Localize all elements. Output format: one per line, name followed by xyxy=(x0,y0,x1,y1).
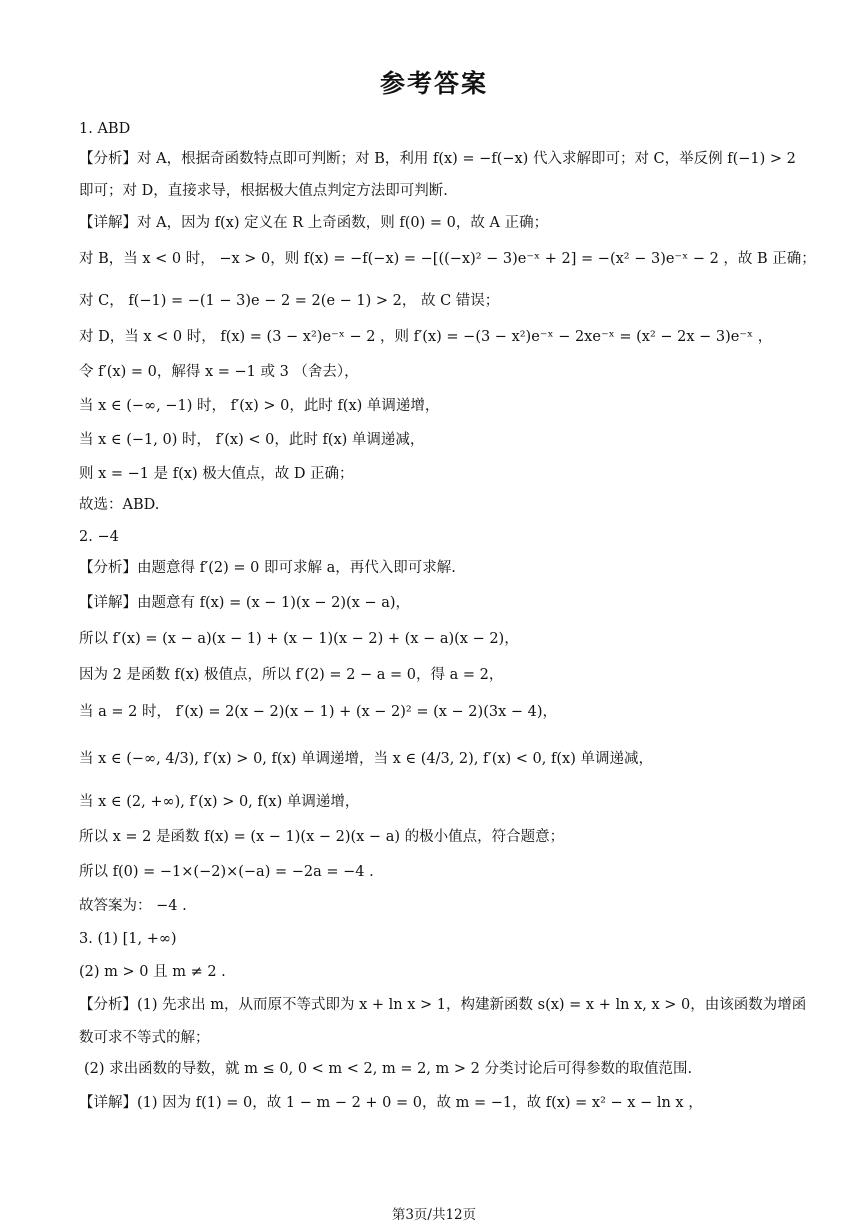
answer-2-detail-6: 当 x ∈ (2, +∞), f′(x) > 0, f(x) 单调递增， xyxy=(79,794,360,810)
answer-1-detail-d-5: 则 x = −1 是 f(x) 极大值点，故 D 正确； xyxy=(79,466,354,482)
page-title: 参考答案 xyxy=(379,69,488,98)
answer-2-detail-3: 因为 2 是函数 f(x) 极值点，所以 f′(2) = 2 − a = 0，得 a = 2， xyxy=(79,667,504,683)
answer-1-conclusion: 故选：ABD. xyxy=(79,497,160,513)
answer-1-detail-d: 对 D，当 x < 0 时， f(x) = (3 − x²)e⁻ˣ − 2 ，则 f′(x) = −(3 − x²)e⁻ˣ − 2xe⁻ˣ = (x² − 2x − 3)e⁻ˣ ， xyxy=(79,329,773,345)
answer-1-detail-d-4: 当 x ∈ (−1, 0) 时， f′(x) < 0，此时 f(x) 单调递减， xyxy=(79,432,425,448)
answer-2-heading: 2. −4 xyxy=(79,529,119,545)
answer-2-detail-2: 所以 f′(x) = (x − a)(x − 1) + (x − 1)(x − 2) + (x − a)(x − 2)， xyxy=(79,631,519,647)
answer-2-analysis: 【分析】由题意得 f′(2) = 0 即可求解 a，再代入即可求解. xyxy=(79,560,456,576)
answer-1-detail-d-2: 令 f′(x) = 0，解得 x = −1 或 3 （舍去）， xyxy=(79,364,359,380)
answer-2-detail-1: 【详解】由题意有 f(x) = (x − 1)(x − 2)(x − a)， xyxy=(79,595,411,611)
answer-2-detail-5: 当 x ∈ (−∞, 4/3), f′(x) > 0, f(x) 单调递增，当 x ∈ (4/3, 2), f′(x) < 0, f(x) 单调递减， xyxy=(79,751,653,767)
answer-1-detail-d-3: 当 x ∈ (−∞, −1) 时， f′(x) > 0，此时 f(x) 单调递增， xyxy=(79,398,440,414)
answer-2-conclusion: 故答案为： −4 . xyxy=(79,898,187,914)
answer-2-detail-8: 所以 f(0) = −1×(−2)×(−a) = −2a = −4 . xyxy=(79,864,374,880)
answer-1-detail-a: 【详解】对 A，因为 f(x) 定义在 R 上奇函数，则 f(0) = 0，故 A 正确； xyxy=(79,215,549,231)
answer-2-detail-7: 所以 x = 2 是函数 f(x) = (x − 1)(x − 2)(x − a) 的极小值点，符合题意； xyxy=(79,829,565,845)
answer-1-detail-b: 对 B，当 x < 0 时， −x > 0，则 f(x) = −f(−x) = −[((−x)² − 3)e⁻ˣ + 2] = −(x² − 3)e⁻ˣ − 2 ，故 B 正确； xyxy=(79,251,816,267)
answer-1-heading: 1. ABD xyxy=(79,121,131,137)
answer-1-analysis-cont: 即可；对 D，直接求导，根据极大值点判定方法即可判断. xyxy=(79,183,448,199)
page-footer: 第3页/共12页 xyxy=(391,1207,477,1223)
answer-3-detail-1: 【详解】(1) 因为 f(1) = 0，故 1 − m − 2 + 0 = 0，故 m = −1，故 f(x) = x² − x − ln x ， xyxy=(79,1095,703,1111)
answer-1-analysis: 【分析】对 A，根据奇函数特点即可判断；对 B，利用 f(x) = −f(−x) 代入求解即可；对 C，举反例 f(−1) > 2 xyxy=(79,151,796,167)
answer-3-analysis-2: (2) 求出函数的导数，就 m ≤ 0, 0 < m < 2, m = 2, m > 2 分类讨论后可得参数的取值范围. xyxy=(84,1061,693,1077)
answer-3-part-2: (2) m > 0 且 m ≠ 2 . xyxy=(79,964,226,980)
answer-3-analysis-cont: 数可求不等式的解； xyxy=(79,1030,210,1046)
answer-3-analysis: 【分析】(1) 先求出 m，从而原不等式即为 x + ln x > 1，构建新函数 s(x) = x + ln x, x > 0，由该函数为增函 xyxy=(79,997,807,1013)
answer-2-detail-4: 当 a = 2 时， f′(x) = 2(x − 2)(x − 1) + (x − 2)² = (x − 2)(3x − 4)， xyxy=(79,704,558,720)
answer-1-detail-c: 对 C， f(−1) = −(1 − 3)e − 2 = 2(e − 1) > 2， 故 C 错误； xyxy=(79,293,500,309)
answer-3-heading: 3. (1) [1, +∞) xyxy=(79,931,177,947)
